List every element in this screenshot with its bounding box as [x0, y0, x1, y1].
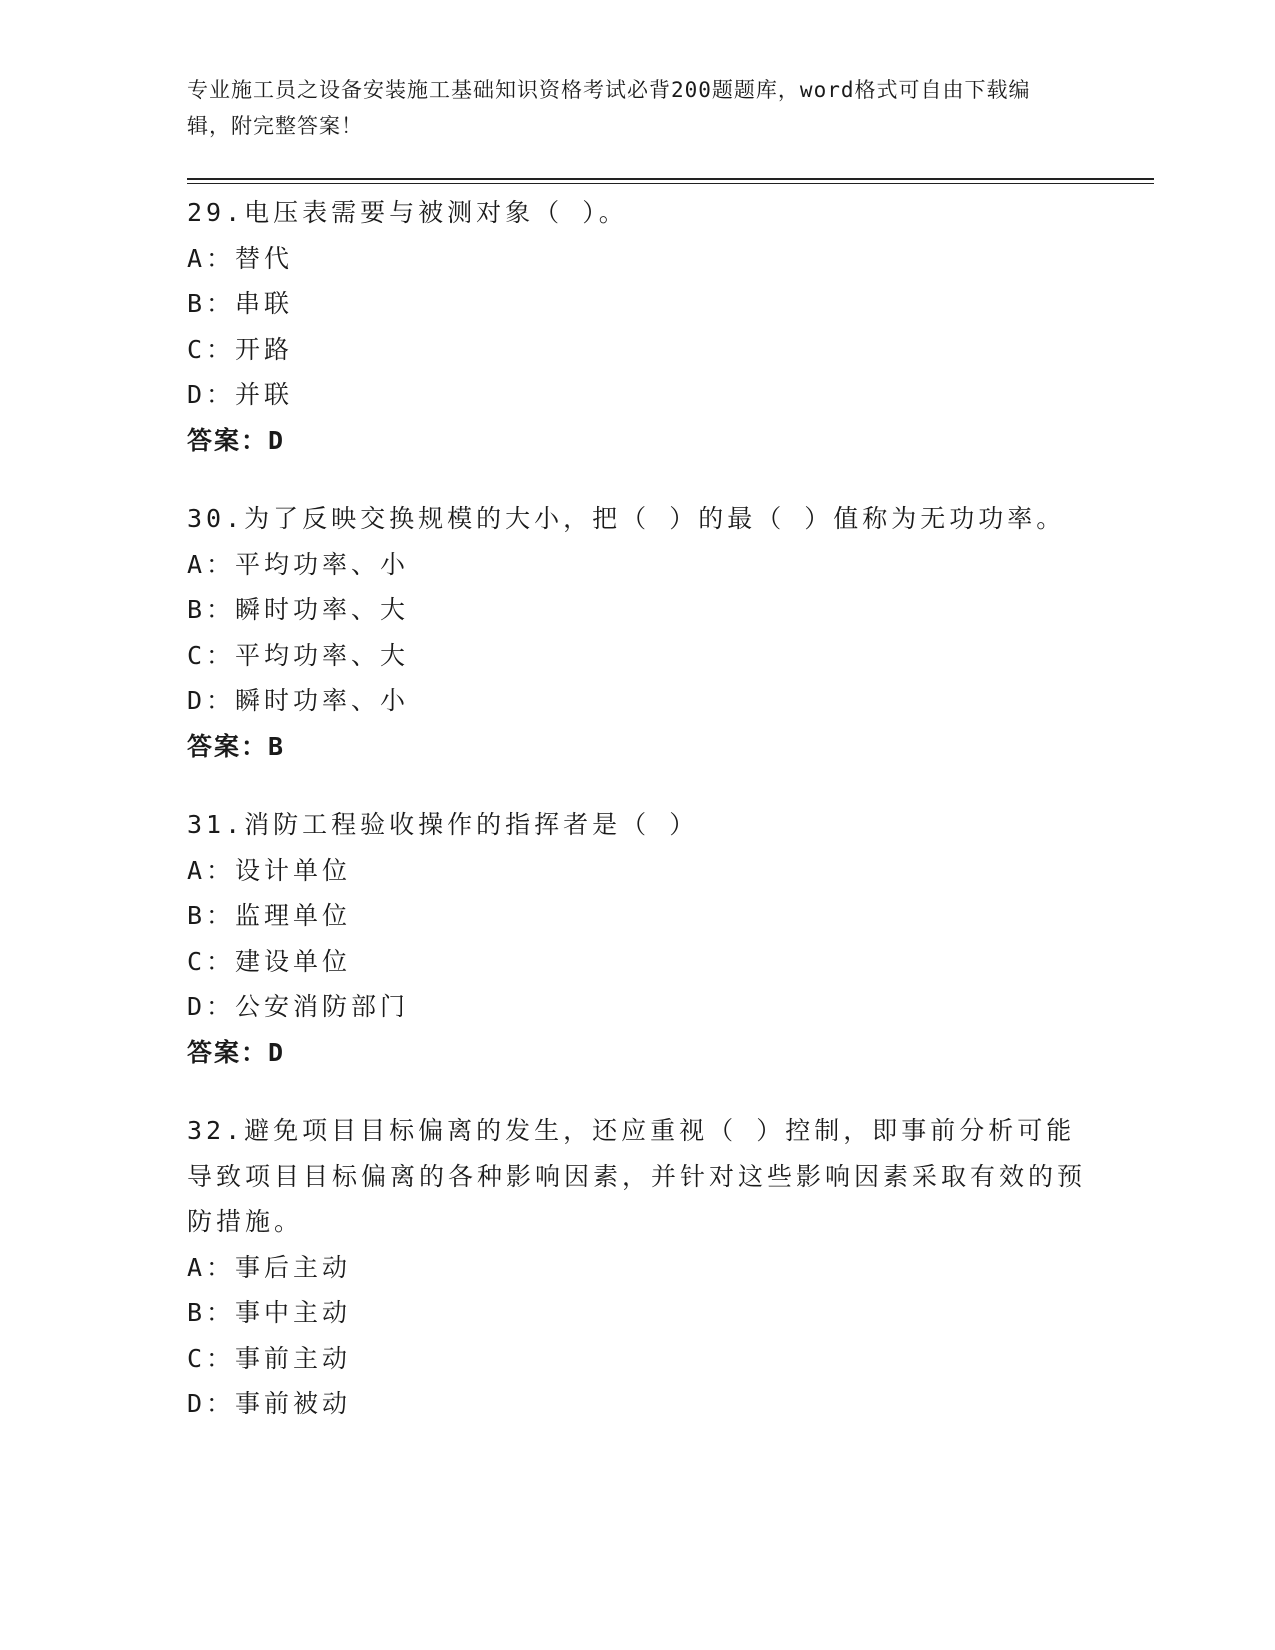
option-b: B：瞬时功率、大 — [187, 595, 410, 624]
option-d: D：公安消防部门 — [187, 992, 410, 1021]
option-c: C：建设单位 — [187, 946, 352, 976]
header-divider — [187, 178, 1154, 180]
question-stem: 29.电压表需要与被测对象（ ）。 — [187, 198, 628, 227]
option-c: C：平均功率、大 — [187, 640, 410, 670]
question-30 — [187, 496, 1087, 769]
question-stem: 32.避免项目目标偏离的发生，还应重视（ ）控制，即事前分析可能导致项目目标偏离的各种影响因素，并针对这些影响因素采取有效的预防措施。 — [187, 1116, 1087, 1236]
question-31 — [187, 802, 1087, 1075]
question-stem: 31.消防工程验收操作的指挥者是（ ） — [187, 810, 699, 839]
answer: 答案：D — [187, 425, 286, 455]
option-c: C：事前主动 — [187, 1343, 352, 1373]
option-b: B：监理单位 — [187, 901, 352, 930]
answer: 答案：B — [187, 731, 286, 761]
document-header — [187, 72, 1067, 144]
option-a: A：事后主动 — [187, 1252, 352, 1282]
question-29 — [187, 190, 1087, 463]
answer: 答案：D — [187, 1037, 286, 1067]
option-d: D：事前被动 — [187, 1389, 352, 1418]
question-list — [187, 190, 1087, 1460]
option-b: B：事中主动 — [187, 1298, 352, 1327]
option-d: D：并联 — [187, 380, 294, 409]
option-d: D：瞬时功率、小 — [187, 686, 410, 715]
option-a: A：替代 — [187, 243, 294, 273]
option-b: B：串联 — [187, 289, 294, 318]
option-a: A：设计单位 — [187, 855, 352, 885]
option-c: C：开路 — [187, 334, 294, 364]
document-title: 专业施工员之设备安装施工基础知识资格考试必背200题题库，word格式可自由下载编辑，附完整答案！ — [187, 78, 1031, 138]
header-divider-thin — [187, 183, 1154, 184]
option-a: A：平均功率、小 — [187, 549, 410, 579]
question-32 — [187, 1108, 1087, 1427]
question-stem: 30.为了反映交换规模的大小，把（ ）的最（ ）值称为无功功率。 — [187, 504, 1066, 533]
